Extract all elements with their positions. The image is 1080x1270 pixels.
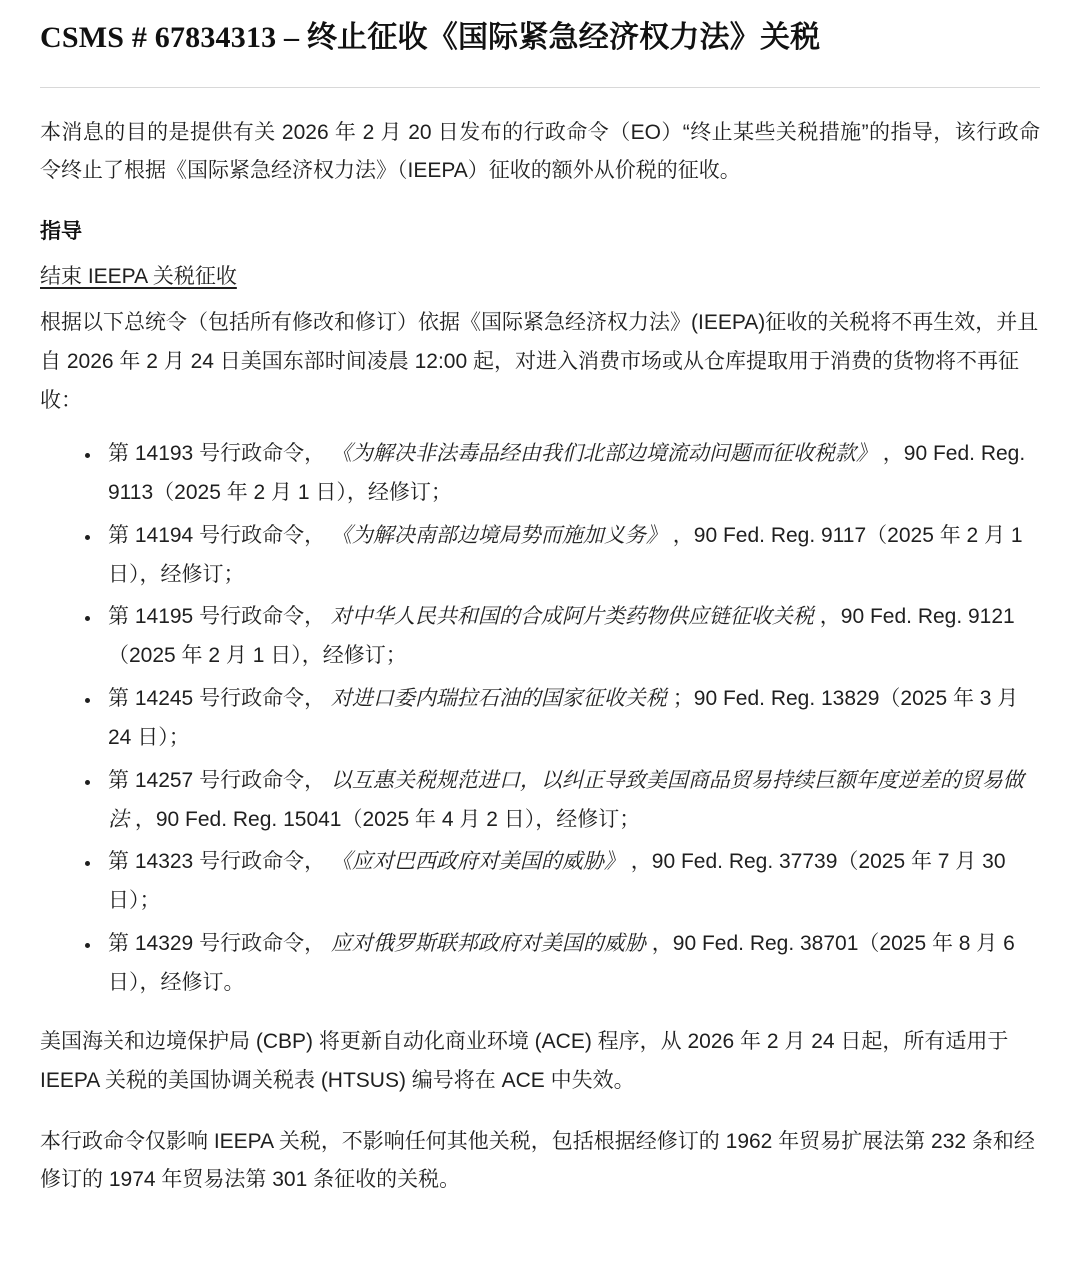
lead-in-paragraph: 根据以下总统令（包括所有修改和修订）依据《国际紧急经济权力法》(IEEPA)征收的关税将不再生效，并且自 2026 年 2 月 24 日美国东部时间凌晨 12:00 起，对进入消费市场或从仓库提取用于消费的货物将不再征收： (40, 311, 1039, 413)
eo-prefix: 第 14323 号行政命令， (108, 850, 326, 874)
page-title: CSMS # 67834313 – 终止征收《国际紧急经济权力法》关税 (40, 21, 821, 54)
eo-citation: ，90 Fed. Reg. 38701（2025 年 8 月 6 日），经修订。 (108, 932, 1015, 994)
list-item (102, 925, 1040, 1003)
eo-title: 以互惠关税规范进口，以纠正导致美国商品贸易持续巨额年度逆差的贸易做法 (108, 768, 1024, 831)
eo-citation: ，90 Fed. Reg. 37739（2025 年 7 月 30 日）； (108, 850, 1006, 913)
eo-prefix: 第 14245 号行政命令， (108, 687, 326, 711)
eo-title: 对进口委内瑞拉石油的国家征收关税 (330, 687, 667, 711)
title-divider (40, 87, 1040, 88)
list-item (102, 843, 1040, 921)
eo-prefix: 第 14193 号行政命令， (108, 442, 326, 465)
scope-paragraph: 本行政命令仅影响 IEEPA 关税，不影响任何其他关税，包括根据经修订的 1962 年贸易扩展法第 232 条和经修订的 1974 年贸易法第 301 条征收的关税。 (40, 1129, 1035, 1192)
eo-citation: ，90 Fed. Reg. 9121（2025 年 2 月 1 日），经修订； (108, 605, 1015, 668)
ace-paragraph: 美国海关和边境保护局 (CBP) 将更新自动化商业环境 (ACE) 程序，从 2026 年 2 月 24 日起，所有适用于 IEEPA 关税的美国协调关税表 (HTSUS) 编号将在 ACE 中失效。 (40, 1029, 1009, 1092)
eo-citation: ，90 Fed. Reg. 9113（2025 年 2 月 1 日），经修订； (108, 442, 1026, 504)
list-item (102, 435, 1040, 513)
subsection-link-wrap (40, 259, 1040, 301)
eo-prefix: 第 14195 号行政命令， (108, 605, 326, 629)
eo-citation: ，90 Fed. Reg. 9117（2025 年 2 月 1 日），经修订； (108, 523, 1023, 586)
guidance-heading: 指导 (40, 220, 82, 244)
eo-citation: ，90 Fed. Reg. 15041（2025 年 4 月 2 日），经修订； (134, 807, 641, 831)
intro-paragraph: 本消息的目的是提供有关 2026 年 2 月 20 日发布的行政命令（EO）“终止某些关税措施”的指导，该行政命令终止了根据《国际紧急经济权力法》（IEEPA）征收的额外从价税的征收。 (40, 120, 1040, 183)
eo-prefix: 第 14194 号行政命令， (108, 523, 326, 547)
list-item (102, 598, 1040, 676)
list-item (102, 762, 1040, 840)
eo-title: 对中华人民共和国的合成阿片类药物供应链征收关税 (330, 605, 814, 629)
eo-title: 应对俄罗斯联邦政府对美国的威胁 (330, 932, 646, 956)
eo-title: 《应对巴西政府对美国的威胁》 (330, 850, 625, 874)
executive-order-list (40, 435, 1040, 1003)
subsection-link[interactable]: 结束 IEEPA 关税征收 (40, 264, 237, 288)
eo-citation: ；90 Fed. Reg. 13829（2025 年 3 月 24 日）； (108, 687, 1019, 749)
list-item (102, 517, 1040, 595)
eo-title: 《为解决南部边境局势而施加义务》 (330, 523, 667, 547)
eo-title: 《为解决非法毒品经由我们北部边境流动问题而征收税款》 (330, 442, 877, 465)
eo-prefix: 第 14329 号行政命令， (108, 932, 326, 956)
eo-prefix: 第 14257 号行政命令， (108, 768, 326, 792)
list-item (102, 680, 1040, 758)
